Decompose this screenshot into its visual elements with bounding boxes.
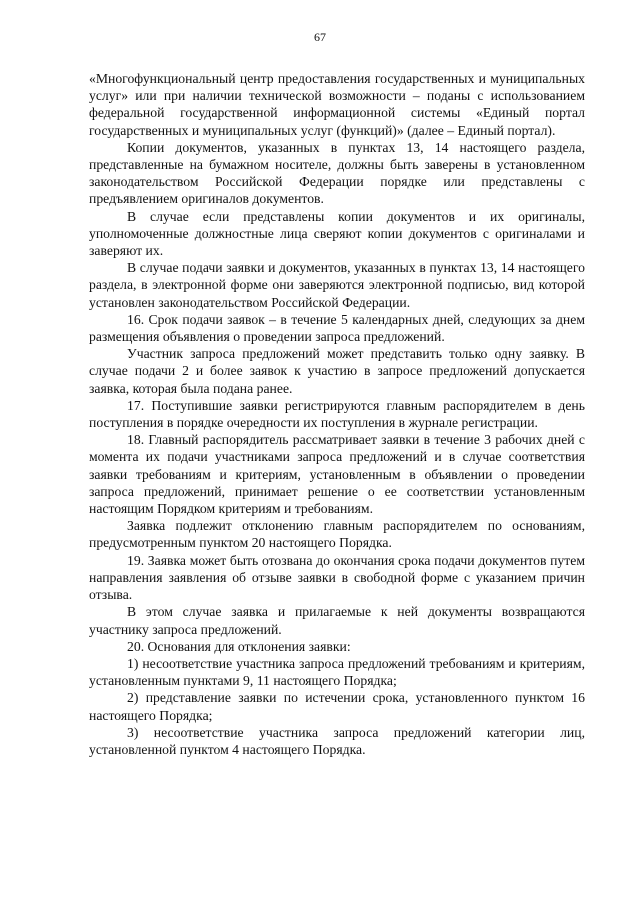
paragraph-clause-16: 16. Срок подачи заявок – в течение 5 календарных дней, следующих за днем размещения объявления о проведении запроса предложений. (89, 311, 585, 345)
paragraph-electronic-signature: В случае подачи заявки и документов, указанных в пунктах 13, 14 настоящего раздела, в электронной форме они заверяются электронной подписью, вид которой установлен законодательством Российской Федерации. (89, 260, 585, 310)
paragraph-clause-19: 19. Заявка может быть отозвана до окончания срока подачи документов путем направления заявления об отзыве заявки в свободной форме с указанием причин отзыва. (89, 552, 585, 603)
list-item-ground-3: 3) несоответствие участника запроса предложений категории лиц, установленной пунктом 4 настоящего Порядка. (89, 724, 585, 757)
paragraph-clause-18: 18. Главный распорядитель рассматривает заявки в течение 3 рабочих дней с момента их подачи участниками запроса предложений и в случае соответствия заявки требованиям и критериям, установленным в объявлении о проведении запроса предложений, принимает решение о ее соответствии установленным настоящим Порядком критериям и требованиям. (89, 432, 585, 517)
document-body (89, 70, 585, 758)
paragraph-rejection-grounds-ref: Заявка подлежит отклонению главным распорядителем по основаниям, предусмотренным пунктом 20 настоящего Порядка. (89, 518, 585, 551)
paragraph-single-application: Участник запроса предложений может представить только одну заявку. В случае подачи 2 и более заявок к участию в запросе предложений допускается заявка, которая была подана ранее. (89, 346, 585, 396)
list-item-ground-1: 1) несоответствие участника запроса предложений требованиям и критериям, установленным пунктами 9, 11 настоящего Порядка; (89, 655, 585, 689)
paragraph-clause-17: 17. Поступившие заявки регистрируются главным распорядителем в день поступления в порядке очередности их поступления в журнале регистрации. (89, 397, 585, 431)
page-number: 67 (314, 30, 326, 44)
paragraph-documents-returned: В этом случае заявка и прилагаемые к ней документы возвращаются участнику запроса предложений. (89, 604, 585, 637)
paragraph-copies-verification: В случае если представлены копии документов и их оригиналы, уполномоченные должностные лица сверяют копии документов с оригиналами и заверяют их. (89, 208, 585, 259)
paragraph-document-copies: Копии документов, указанных в пунктах 13, 14 настоящего раздела, представленные на бумажном носителе, должны быть заверены в установленном законодательством Российской Федерации порядке или представлены с предъявлением оригиналов документов. (89, 139, 585, 207)
paragraph-clause-20: 20. Основания для отклонения заявки: (127, 638, 351, 654)
paragraph-portal-submission: «Многофункциональный центр предоставления государственных и муниципальных услуг» или при наличии технической возможности – поданы с использованием федеральной государственной информационной системы «Единый портал государственных и муниципальных услуг (функций)» (далее – Единый портал). (89, 71, 585, 138)
list-item-ground-2: 2) представление заявки по истечении срока, установленного пунктом 16 настоящего Порядка; (89, 690, 585, 723)
